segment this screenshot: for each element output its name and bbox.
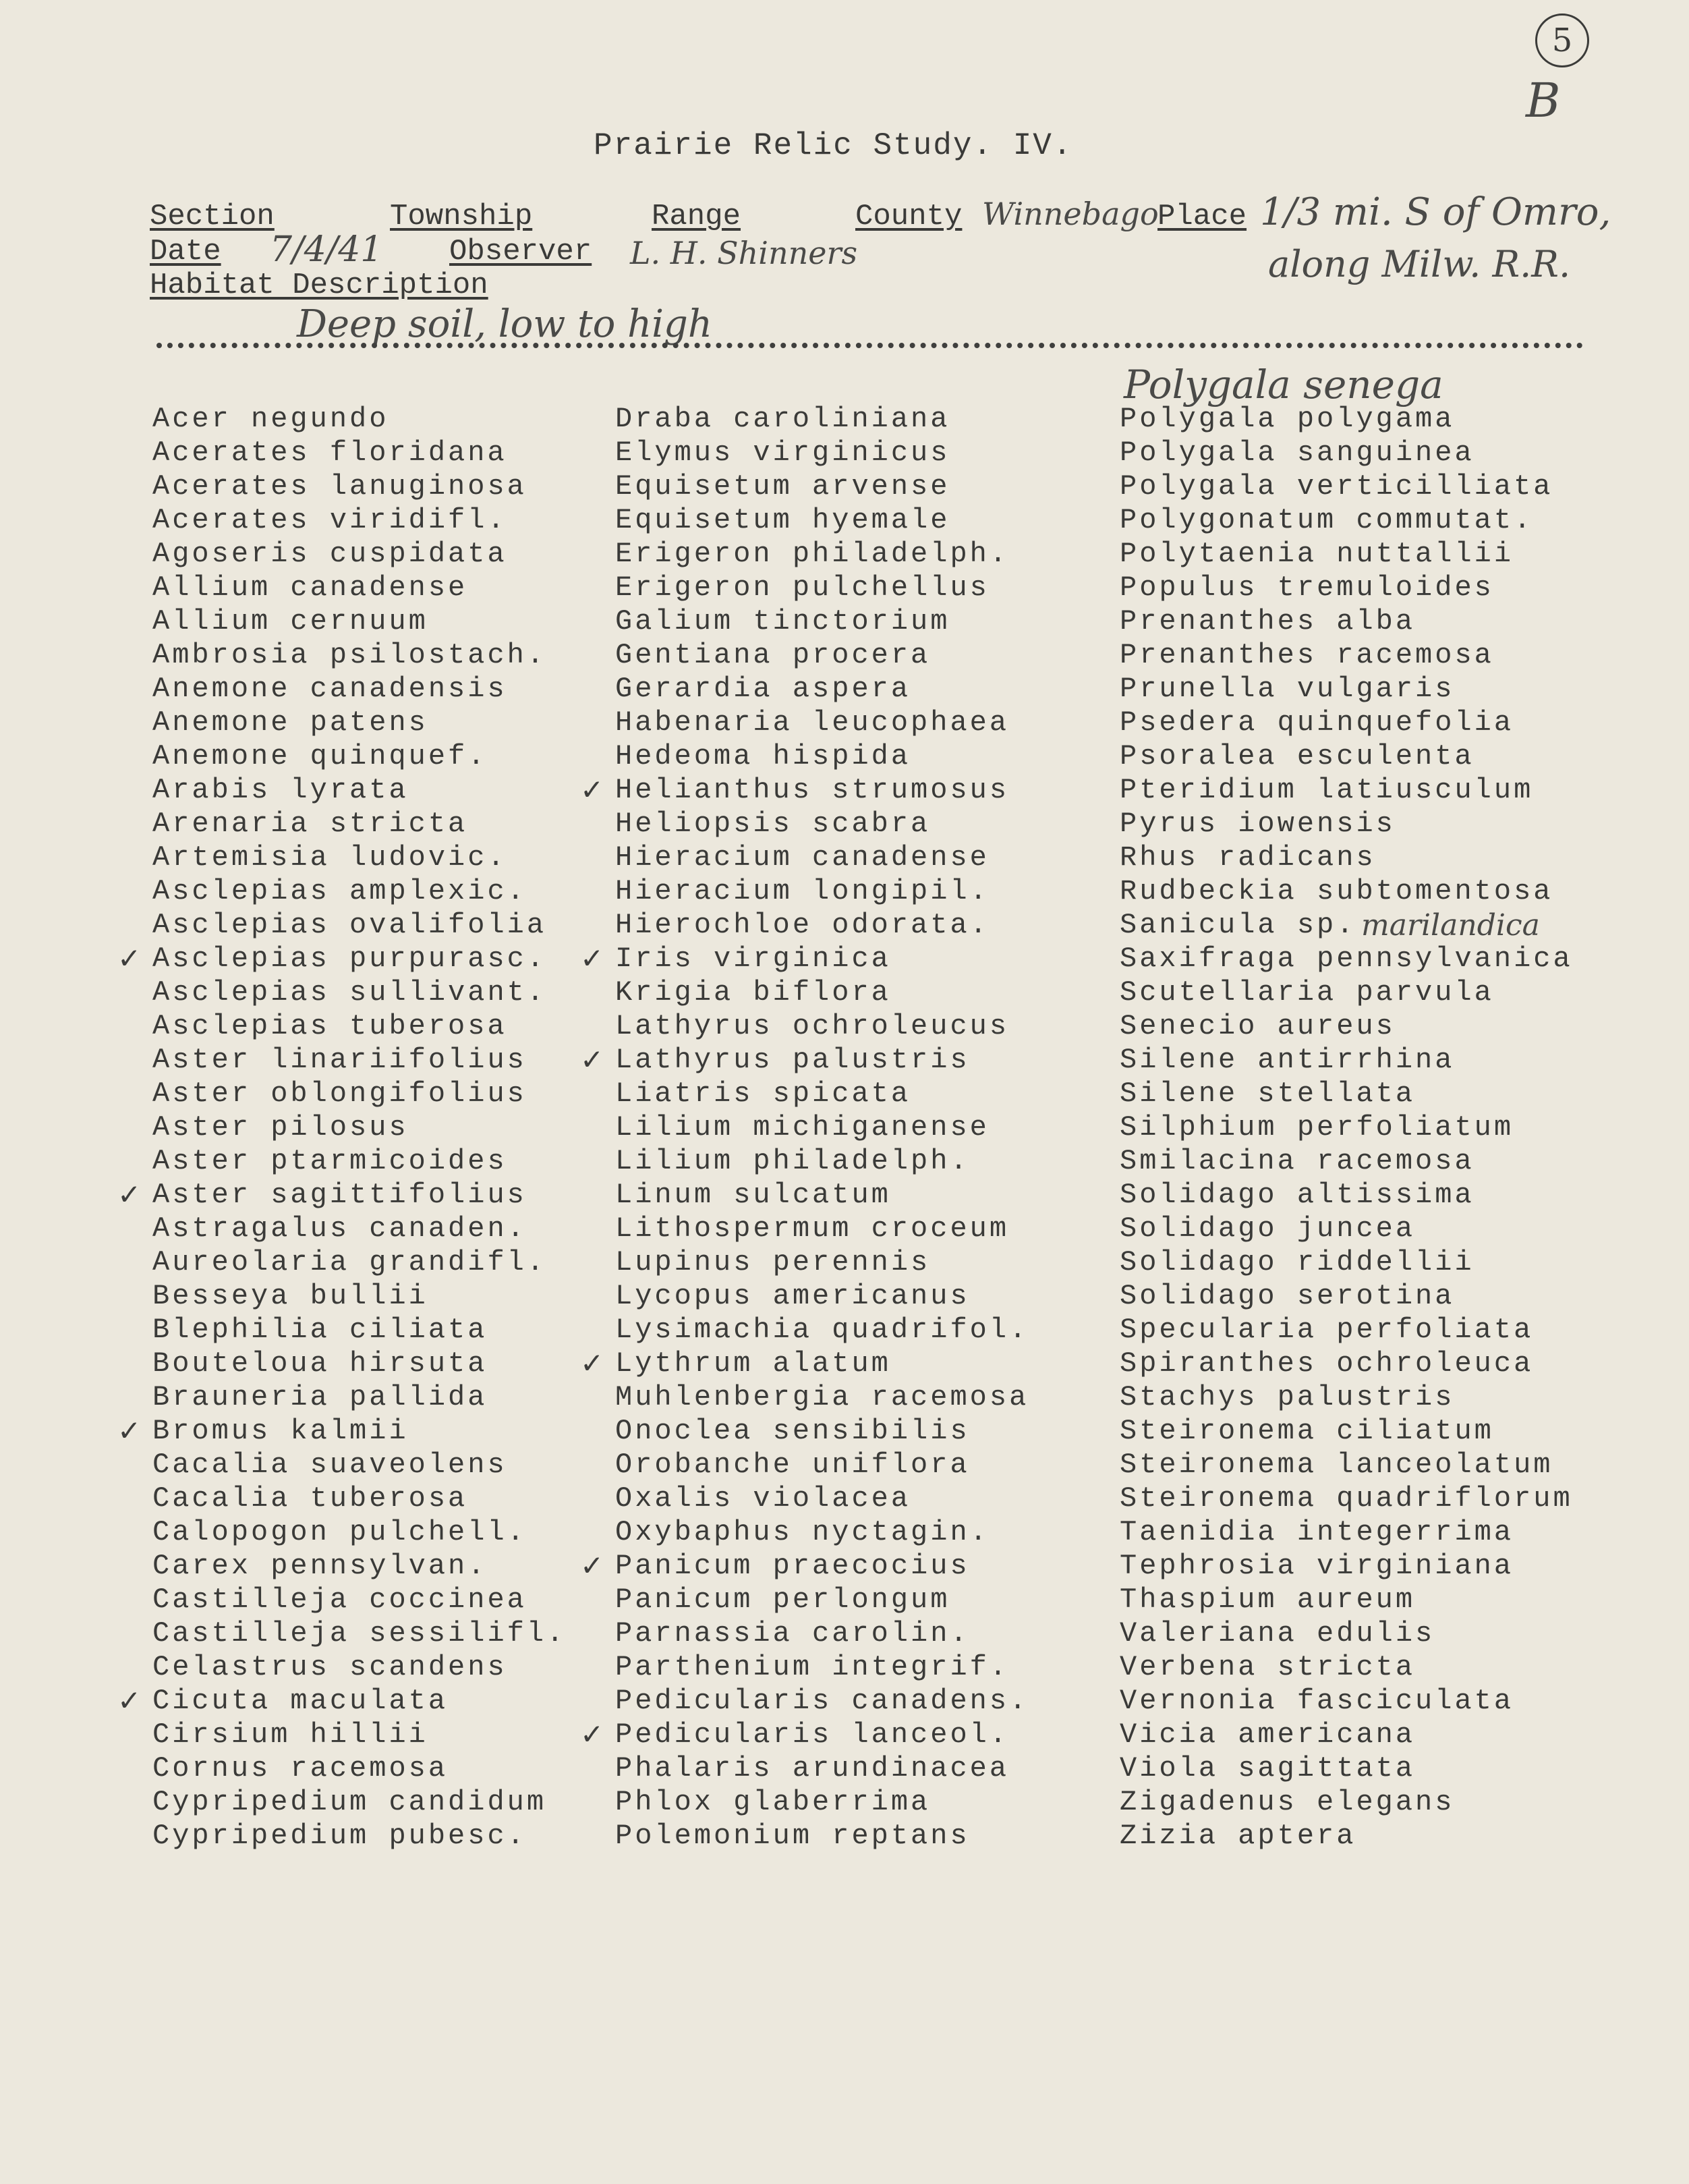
species-name: Acer negundo [152,403,389,435]
species-row [152,1077,566,1111]
species-row [1120,1482,1573,1515]
species-name: Zigadenus elegans [1120,1786,1455,1818]
species-name: Solidago altissima [1120,1179,1475,1211]
species-name: Thaspium aureum [1120,1584,1416,1616]
species-row [1120,1347,1573,1380]
species-name: Smilacina racemosa [1120,1145,1475,1177]
species-name: Equisetum arvense [615,470,950,503]
species-row [1120,908,1573,942]
species-row [615,470,1029,503]
page-title: Prairie Relic Study. IV. [594,128,1073,163]
species-row [615,1785,1029,1819]
species-row [117,1178,566,1212]
species-name: Habenaria leucophaea [615,706,1010,739]
species-name: Silene antirrhina [1120,1044,1455,1076]
species-row [615,976,1029,1009]
species-name: Saxifraga pennsylvanica [1120,943,1573,975]
species-row [1120,1448,1573,1482]
species-row [152,1515,566,1549]
species-row [1120,1043,1573,1077]
species-row [615,739,1029,773]
species-name: Hieracium longipil. [615,875,990,907]
species-name: Castilleja sessilifl. [152,1617,567,1650]
species-row [1120,672,1573,706]
checkmark-icon: ✓ [580,1347,607,1380]
species-name: Cacalia tuberosa [152,1482,468,1515]
species-row [152,672,566,706]
species-row [152,537,566,571]
species-row [152,1549,566,1583]
species-row [152,739,566,773]
species-name: Senecio aureus [1120,1010,1396,1042]
species-name: Cypripedium candidum [152,1786,547,1818]
species-name: Vernonia fasciculata [1120,1685,1514,1717]
species-row [152,1313,566,1347]
species-name: Psedera quinquefolia [1120,706,1514,739]
date-value: 7/4/41 [270,229,383,270]
species-row [615,1212,1029,1245]
species-name: Castilleja coccinea [152,1584,527,1616]
species-name: Oxybaphus nyctagin. [615,1516,990,1548]
species-name: Blephilia ciliata [152,1314,488,1346]
checkmark-icon: ✓ [580,942,607,975]
species-name: Lilium michiganense [615,1111,990,1144]
species-row [152,807,566,841]
place-value-line1: 1/3 mi. S of Omro, [1260,190,1611,234]
checkmark-icon: ✓ [117,1178,144,1211]
species-row [615,1414,1029,1448]
species-name: Equisetum hyemale [615,504,950,536]
species-name: Lupinus perennis [615,1246,931,1279]
species-row [1120,1819,1573,1853]
species-name: Rhus radicans [1120,841,1376,874]
species-row [580,1043,1029,1077]
section-label: Section [150,200,275,233]
species-name: Aster sagittifolius [152,1179,527,1211]
species-name: Gentiana procera [615,639,931,671]
species-row [1120,470,1573,503]
species-row [615,1482,1029,1515]
species-name: Artemisia ludovic. [152,841,507,874]
species-row [152,1785,566,1819]
species-row [152,1482,566,1515]
species-row [615,874,1029,908]
species-row [1120,638,1573,672]
species-row [1120,1111,1573,1144]
species-row [152,1212,566,1245]
species-name: Phlox glaberrima [615,1786,931,1818]
species-row [1120,1009,1573,1043]
species-name: Arenaria stricta [152,808,468,840]
species-row [1120,537,1573,571]
species-name: Polygala polygama [1120,403,1455,435]
species-name: Silene stellata [1120,1077,1416,1110]
species-row [1120,1583,1573,1617]
polygala-senega-note: Polygala senega [1124,362,1443,408]
checkmark-icon: ✓ [580,1043,607,1076]
checkmark-icon: ✓ [580,773,607,806]
species-name: Liatris spicata [615,1077,911,1110]
species-name: Polygonatum commutat. [1120,504,1534,536]
species-name: Krigia biflora [615,976,891,1009]
species-name: Heliopsis scabra [615,808,931,840]
species-row [1120,1785,1573,1819]
species-row [1120,739,1573,773]
species-row [615,1144,1029,1178]
species-name: Polemonium reptans [615,1820,970,1852]
species-row [152,1718,566,1752]
habitat-value: Deep soil, low to high [297,302,712,346]
species-name: Cirsium hillii [152,1718,428,1751]
species-name: Muhlenbergia racemosa [615,1381,1029,1413]
species-name: Psoralea esculenta [1120,740,1475,773]
species-column-2 [580,402,1029,1853]
species-name: Aster oblongifolius [152,1077,527,1110]
species-name: Stachys palustris [1120,1381,1455,1413]
species-row [1120,1380,1573,1414]
species-name: Iris virginica [615,943,891,975]
species-name: Cicuta maculata [152,1685,449,1717]
species-name: Phalaris arundinacea [615,1752,1010,1785]
species-row [615,1009,1029,1043]
species-name: Parnassia carolin. [615,1617,970,1650]
species-name: Elymus virginicus [615,437,950,469]
species-row [615,1077,1029,1111]
species-name: Cacalia suaveolens [152,1449,507,1481]
species-name: Bromus kalmii [152,1415,409,1447]
species-name: Lythrum alatum [615,1347,891,1380]
species-row [1120,976,1573,1009]
species-name: Cornus racemosa [152,1752,449,1785]
species-name: Asclepias ovalifolia [152,909,547,941]
species-name: Populus tremuloides [1120,571,1494,604]
habitat-label: Habitat Description [150,269,488,302]
species-name: Valeriana edulis [1120,1617,1435,1650]
species-name: Cypripedium pubesc. [152,1820,527,1852]
species-row [615,605,1029,638]
species-name: Prenanthes alba [1120,605,1416,638]
species-row [1120,402,1573,436]
species-row [152,1583,566,1617]
species-name: Lycopus americanus [615,1280,970,1312]
page-number: 5 [1551,22,1573,59]
species-name: Steironema lanceolatum [1120,1449,1553,1481]
species-row [1120,436,1573,470]
species-name: Besseya bullii [152,1280,428,1312]
species-row [117,1684,566,1718]
species-row [152,1043,566,1077]
species-name: Aureolaria grandifl. [152,1246,547,1279]
species-name: Asclepias amplexic. [152,875,527,907]
species-name: Erigeron philadelph. [615,538,1010,570]
species-name: Scutellaria parvula [1120,976,1494,1009]
species-row [1120,1178,1573,1212]
species-row [615,402,1029,436]
species-row [1120,1718,1573,1752]
species-row [615,1313,1029,1347]
species-row [1120,1617,1573,1650]
observer-value: L. H. Shinners [630,235,858,271]
species-name: Astragalus canaden. [152,1212,527,1245]
species-row [615,1515,1029,1549]
species-name: Calopogon pulchell. [152,1516,527,1548]
species-name: Helianthus strumosus [615,774,1010,806]
species-row [152,1650,566,1684]
sanicula-marilandica-note: marilandica [1361,908,1540,943]
species-name: Carex pennsylvan. [152,1550,488,1582]
page-number-circle [1535,13,1589,67]
species-row [580,942,1029,976]
species-name: Erigeron pulchellus [615,571,990,604]
species-row [152,976,566,1009]
species-name: Hedeoma hispida [615,740,911,773]
species-row [152,1448,566,1482]
species-row [1120,1752,1573,1785]
species-row [615,537,1029,571]
species-name: Spiranthes ochroleuca [1120,1347,1534,1380]
species-row [615,436,1029,470]
species-row [615,1448,1029,1482]
species-name: Orobanche uniflora [615,1449,970,1481]
species-row [615,1279,1029,1313]
species-row [152,908,566,942]
species-row [1120,1650,1573,1684]
species-row [152,1347,566,1380]
page-letter: B [1526,73,1561,128]
species-name: Oxalis violacea [615,1482,911,1515]
species-row [152,436,566,470]
species-row [152,706,566,739]
species-row [152,841,566,874]
species-name: Silphium perfoliatum [1120,1111,1514,1144]
species-row [615,638,1029,672]
species-row [1120,1279,1573,1313]
species-name: Parthenium integrif. [615,1651,1010,1683]
species-row [615,503,1029,537]
species-row [615,571,1029,605]
species-name: Aster ptarmicoides [152,1145,507,1177]
species-column-1 [117,402,567,1853]
species-name: Taenidia integerrima [1120,1516,1514,1548]
species-name: Anemone canadensis [152,673,507,705]
species-row [152,874,566,908]
place-label: Place [1157,200,1247,233]
species-name: Acerates lanuginosa [152,470,527,503]
species-name: Verbena stricta [1120,1651,1416,1683]
species-row [152,1617,566,1650]
species-name: Rudbeckia subtomentosa [1120,875,1553,907]
species-name: Panicum perlongum [615,1584,950,1616]
species-row [1120,1077,1573,1111]
species-row [615,807,1029,841]
species-name: Allium cernuum [152,605,428,638]
species-name: Celastrus scandens [152,1651,507,1683]
species-row [615,1111,1029,1144]
species-column-3 [1120,402,1573,1853]
species-row [117,1414,566,1448]
species-row [117,942,566,976]
species-row [152,1245,566,1279]
species-row [615,1650,1029,1684]
species-name: Vicia americana [1120,1718,1416,1751]
species-row [615,1380,1029,1414]
species-name: Polytaenia nuttallii [1120,538,1514,570]
species-row [1120,1144,1573,1178]
place-value-line2: along Milw. R.R. [1268,243,1571,285]
species-row [1120,1549,1573,1583]
species-name: Polygala sanguinea [1120,437,1475,469]
species-name: Lathyrus ochroleucus [615,1010,1010,1042]
species-row [152,773,566,807]
species-row [152,1009,566,1043]
species-row [1120,571,1573,605]
species-row [580,1347,1029,1380]
species-name: Onoclea sensibilis [615,1415,970,1447]
species-row [1120,1212,1573,1245]
species-name: Agoseris cuspidata [152,538,507,570]
species-name: Pedicularis lanceol. [615,1718,1010,1751]
species-name: Lathyrus palustris [615,1044,970,1076]
species-row [615,1583,1029,1617]
species-row [615,841,1029,874]
species-name: Sanicula sp. [1120,909,1356,941]
species-row [152,1111,566,1144]
species-name: Solidago serotina [1120,1280,1455,1312]
species-name: Acerates floridana [152,437,507,469]
species-name: Hieracium canadense [615,841,990,874]
species-row [1120,1414,1573,1448]
species-row [152,470,566,503]
species-row [1120,942,1573,976]
species-row [152,1279,566,1313]
species-row [152,402,566,436]
species-row [152,638,566,672]
species-name: Anemone patens [152,706,428,739]
species-name: Pedicularis canadens. [615,1685,1029,1717]
species-row [615,1684,1029,1718]
species-row [152,1144,566,1178]
species-name: Lithospermum croceum [615,1212,1010,1245]
species-row [580,1549,1029,1583]
species-name: Prunella vulgaris [1120,673,1455,705]
species-row [1120,874,1573,908]
species-name: Asclepias sullivant. [152,976,547,1009]
species-row [615,706,1029,739]
species-row [1120,1515,1573,1549]
range-label: Range [652,200,741,233]
species-name: Solidago juncea [1120,1212,1416,1245]
species-row [1120,807,1573,841]
date-label: Date [150,235,221,269]
species-name: Pyrus iowensis [1120,808,1396,840]
species-name: Tephrosia virginiana [1120,1550,1514,1582]
county-label: County [855,200,963,233]
species-row [1120,503,1573,537]
species-name: Aster linariifolius [152,1044,527,1076]
species-name: Steironema quadriflorum [1120,1482,1573,1515]
species-row [152,1752,566,1785]
species-name: Galium tinctorium [615,605,950,638]
species-row [615,1617,1029,1650]
species-row [615,1245,1029,1279]
species-name: Draba caroliniana [615,403,950,435]
county-value: Winnebago [982,196,1159,232]
species-row [1120,706,1573,739]
checkmark-icon: ✓ [117,1414,144,1447]
species-row [615,1819,1029,1853]
species-row [1120,1684,1573,1718]
species-row [1120,841,1573,874]
species-row [152,1380,566,1414]
species-name: Acerates viridifl. [152,504,507,536]
species-name: Solidago riddellii [1120,1246,1475,1279]
species-name: Steironema ciliatum [1120,1415,1494,1447]
township-label: Township [390,200,533,233]
checkmark-icon: ✓ [580,1549,607,1582]
species-name: Panicum praecocius [615,1550,970,1582]
species-row [1120,1245,1573,1279]
species-name: Prenanthes racemosa [1120,639,1494,671]
species-name: Ambrosia psilostach. [152,639,547,671]
species-name: Brauneria pallida [152,1381,488,1413]
species-name: Arabis lyrata [152,774,409,806]
species-name: Lysimachia quadrifol. [615,1314,1029,1346]
species-name: Allium canadense [152,571,468,604]
species-row [615,1178,1029,1212]
species-row [580,773,1029,807]
species-row [1120,1313,1573,1347]
species-name: Specularia perfoliata [1120,1314,1534,1346]
checkmark-icon: ✓ [580,1718,607,1751]
species-name: Asclepias purpurasc. [152,943,547,975]
species-row [152,1819,566,1853]
species-name: Lilium philadelph. [615,1145,970,1177]
species-name: Bouteloua hirsuta [152,1347,488,1380]
species-name: Linum sulcatum [615,1179,891,1211]
species-row [580,1718,1029,1752]
species-row [1120,605,1573,638]
species-row [152,571,566,605]
species-row [152,605,566,638]
dotted-separator [156,343,1583,348]
species-row [615,908,1029,942]
species-name: Polygala verticilliata [1120,470,1553,503]
species-name: Pteridium latiusculum [1120,774,1534,806]
species-name: Zizia aptera [1120,1820,1356,1852]
species-name: Anemone quinquef. [152,740,488,773]
species-row [615,672,1029,706]
species-name: Hierochloe odorata. [615,909,990,941]
checkmark-icon: ✓ [117,1684,144,1717]
species-name: Gerardia aspera [615,673,911,705]
species-name: Viola sagittata [1120,1752,1416,1785]
observer-label: Observer [449,235,592,269]
checkmark-icon: ✓ [117,942,144,975]
species-name: Aster pilosus [152,1111,409,1144]
species-name: Asclepias tuberosa [152,1010,507,1042]
species-row [152,503,566,537]
species-row [1120,773,1573,807]
species-row [615,1752,1029,1785]
